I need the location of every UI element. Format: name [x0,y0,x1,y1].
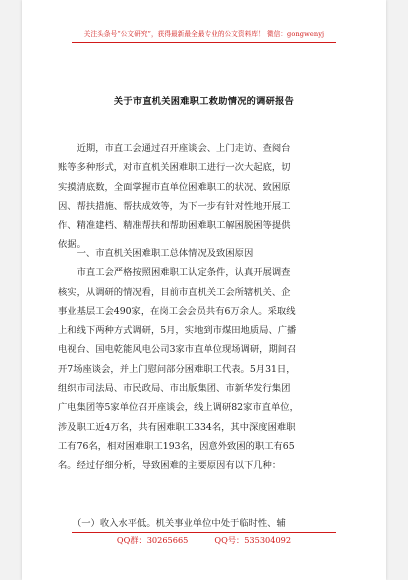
text-line: 组织市司法局、市民政局、市出版集团、市新华发行集团 [58,383,291,395]
text-line: 名。经过仔细分析，导致困难的主要原因有以下几种： [58,460,282,472]
paragraph-section-one [58,244,350,476]
text-line: 事业基层工会490家，在岗工会会员共有6万余人。采取线 [58,305,296,317]
text-line: 广电集团等5家单位召开座谈会，线上调研82家市直单位， [58,402,299,414]
header-divider [72,42,336,43]
text-line: 上和线下两种方式调研，5月，实地到市煤田地质局、广播 [58,325,297,337]
text-line: 依据。 [58,239,86,251]
text-line: 工有76名，相对困难职工193名，因意外致困的职工有65 [58,440,295,452]
text-line: 近期，市直工会通过召开座谈会、上门走访、查阅台 [58,143,291,154]
footer-qq-number: QQ号：535304092 [214,535,292,545]
text-line: 因、帮扶措施、帮扶成效等，为下一步有针对性地开展工 [58,200,291,212]
paragraph-subsection-one [58,514,350,533]
footer-qq-group: QQ群：30265665 [116,535,189,545]
text-line: 核实，从调研的情况看，目前市直机关工会所辖机关、企 [58,286,291,298]
page-header: 关注头条号“公文研究”，获得最新最全最专业的公文资料库！ 微信：gongwenyj [83,30,325,38]
text-line: 涉及职工近4万名，共有困难职工334名，其中深度困难职 [58,421,296,433]
footer-divider [72,532,336,533]
paragraph-intro [58,139,350,255]
text-line: 实摸清底数，全面掌握市直单位困难职工的状况、致困原 [58,181,291,193]
document-title: 关于市直机关困难职工救助情况的调研报告 [113,96,295,107]
text-line: 电视台、国电乾能风电公司3家市直单位现场调研，期间召 [58,344,297,356]
subsection-heading: （一）收入水平低。机关事业单位中处于临时性、辅 [58,518,286,529]
text-line: 开7场座谈会，并上门慰问部分困难职工代表。5月31日， [58,363,296,375]
text-line: 市直工会严格按照困难职工认定条件，认真开展调查 [58,267,291,279]
page-footer [22,535,386,546]
section-heading: 一、市直机关困难职工总体情况及致困原因 [58,248,254,259]
document-page [22,0,386,580]
text-line: 作、精准建档、精准帮扶和帮助困难职工解困脱困等提供 [58,220,291,232]
text-line: 账等多种形式，对市直机关困难职工进行一次大起底，切 [58,162,291,174]
